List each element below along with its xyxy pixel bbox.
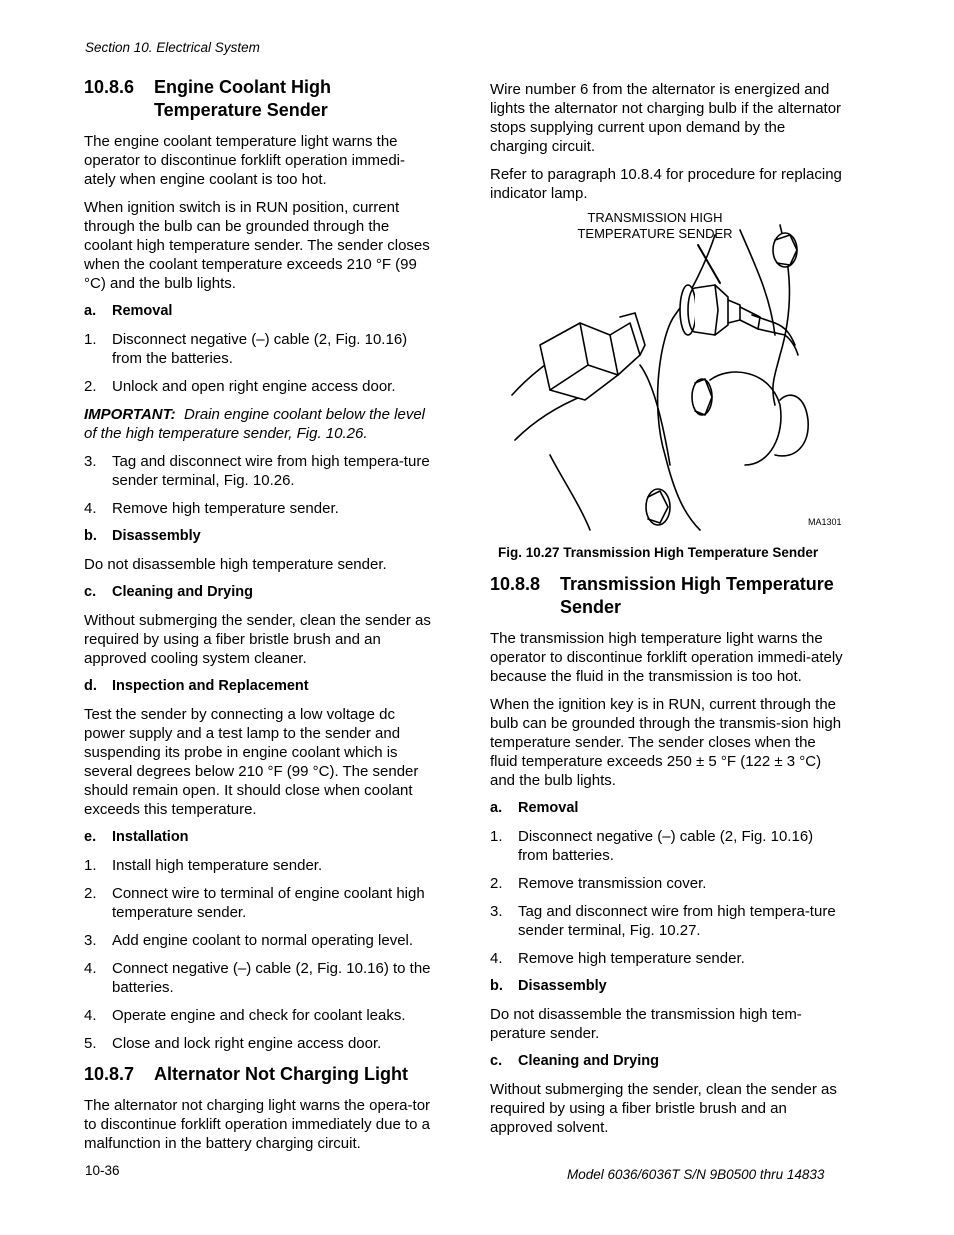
- list-item: [84, 884, 434, 922]
- step-text: Install high temperature sender.: [112, 857, 323, 874]
- step-number: 4.: [490, 950, 503, 967]
- step-number: 3.: [490, 903, 503, 920]
- paragraph: When the ignition key is in RUN, current through the bulb can be grounded through the transmis-sion high temperature sender. The sender closes when the fluid temperature exceeds 250 ± 5 °F (122 ± 3 °C) and the bulb lights.: [490, 696, 842, 789]
- step-number: 4.: [84, 960, 97, 977]
- step-text: Remove high temperature sender.: [518, 950, 745, 967]
- subheading-cleaning: [84, 583, 434, 602]
- subheading-title: Cleaning and Drying: [112, 584, 253, 600]
- list-item: [84, 1006, 434, 1025]
- subheading-letter: c.: [84, 584, 97, 600]
- step-number: 4.: [84, 500, 97, 517]
- step-number: 2.: [84, 378, 97, 395]
- sender-illustration: [490, 205, 845, 535]
- subheading-title: Removal: [112, 303, 173, 319]
- paragraph: Refer to paragraph 10.8.4 for procedure for replacing indicator lamp.: [490, 166, 842, 202]
- step-text: Disconnect negative (–) cable (2, Fig. 10.16) from the batteries.: [112, 331, 408, 367]
- step-number: 1.: [84, 331, 97, 348]
- subheading-title: Removal: [518, 800, 579, 816]
- section-number: 10.8.7: [84, 1064, 135, 1084]
- step-number: 3.: [84, 453, 97, 470]
- section-number: 10.8.6: [84, 77, 135, 97]
- step-text: Add engine coolant to normal operating level.: [112, 932, 414, 949]
- subheading-title: Disassembly: [518, 978, 607, 994]
- step-text: Close and lock right engine access door.: [112, 1035, 382, 1052]
- list-item: [84, 499, 434, 518]
- paragraph: Test the sender by connecting a low voltage dc power supply and a test lamp to the sender and suspending its probe in engine coolant which is several degrees below 210 °F (99 °C). The sender should remain open. It should close when coolant exceeds this temperature.: [84, 706, 419, 818]
- step-number: 2.: [490, 875, 503, 892]
- section-title: Transmission High Temperature Sender: [560, 574, 834, 617]
- step-text: Connect wire to terminal of engine coolant high temperature sender.: [112, 885, 425, 921]
- subheading-inspection: [84, 677, 434, 696]
- important-note: [84, 405, 434, 443]
- figure-callout-label: TRANSMISSION HIGH TEMPERATURE SENDER: [577, 210, 733, 241]
- paragraph: Wire number 6 from the alternator is energized and lights the alternator not charging bulb if the alternator stops supplying current upon demand by the charging circuit.: [490, 81, 842, 155]
- step-number: 5.: [84, 1035, 97, 1052]
- step-text: Unlock and open right engine access door.: [112, 378, 396, 395]
- step-text: Connect negative (–) cable (2, Fig. 10.16) to the batteries.: [112, 960, 431, 996]
- subheading-disassembly: [84, 527, 434, 546]
- step-number: 3.: [84, 932, 97, 949]
- step-number: 1.: [84, 857, 97, 874]
- subheading-title: Disassembly: [112, 528, 201, 544]
- list-item: [84, 330, 434, 368]
- section-title: Engine Coolant High Temperature Sender: [154, 77, 331, 120]
- step-text: Tag and disconnect wire from high tempera-ture sender terminal, Fig. 10.27.: [518, 903, 836, 939]
- list-item: [490, 827, 845, 865]
- step-text: Tag and disconnect wire from high tempera-ture sender terminal, Fig. 10.26.: [112, 453, 430, 489]
- step-number: 4.: [84, 1007, 97, 1024]
- subheading-letter: a.: [490, 800, 503, 816]
- subheading-letter: b.: [84, 528, 97, 544]
- step-text: Disconnect negative (–) cable (2, Fig. 10.16) from batteries.: [518, 828, 814, 864]
- important-text: Drain engine coolant below the level of the high temperature sender, Fig. 10.26.: [84, 406, 425, 442]
- subheading-title: Installation: [112, 829, 189, 845]
- subheading-disassembly: [490, 977, 845, 996]
- list-item: [84, 959, 434, 997]
- page-header: Section 10. Electrical System: [85, 40, 260, 55]
- paragraph: The transmission high temperature light warns the operator to discontinue forklift operation immedi-ately because the fluid in the transmission is too hot.: [490, 630, 843, 685]
- figure-10-27: [490, 205, 845, 535]
- page-number: 10-36: [85, 1163, 120, 1178]
- section-number: 10.8.8: [490, 574, 541, 594]
- paragraph: Do not disassemble high temperature sender.: [84, 556, 387, 573]
- section-heading-10-8-6: [84, 76, 434, 122]
- step-text: Remove transmission cover.: [518, 875, 707, 892]
- list-item: [84, 452, 434, 490]
- subheading-removal: [490, 799, 845, 818]
- figure-code: MA1301: [808, 517, 842, 527]
- list-item: [490, 949, 845, 968]
- paragraph: Do not disassemble the transmission high tem-perature sender.: [490, 1006, 802, 1042]
- step-text: Operate engine and check for coolant leaks.: [112, 1007, 406, 1024]
- subheading-letter: c.: [490, 1053, 503, 1069]
- subheading-title: Inspection and Replacement: [112, 678, 309, 694]
- paragraph: Without submerging the sender, clean the sender as required by using a fiber bristle brush and an approved cooling system cleaner.: [84, 612, 431, 667]
- list-item: [84, 856, 434, 875]
- important-label: IMPORTANT:: [84, 406, 176, 423]
- list-item: [84, 1034, 434, 1053]
- step-number: 2.: [84, 885, 97, 902]
- figure-caption: Fig. 10.27 Transmission High Temperature Sender: [498, 545, 819, 560]
- section-heading-10-8-8: [490, 573, 845, 619]
- subheading-letter: a.: [84, 303, 97, 319]
- step-number: 1.: [490, 828, 503, 845]
- list-item: [490, 902, 845, 940]
- subheading-removal: [84, 302, 434, 321]
- step-text: Remove high temperature sender.: [112, 500, 339, 517]
- list-item: [84, 377, 434, 396]
- list-item: [490, 874, 845, 893]
- model-footer: Model 6036/6036T S/N 9B0500 thru 14833: [567, 1167, 825, 1182]
- subheading-letter: b.: [490, 978, 503, 994]
- section-heading-10-8-7: [84, 1063, 434, 1086]
- subheading-letter: d.: [84, 678, 97, 694]
- subheading-letter: e.: [84, 829, 97, 845]
- right-column: [490, 80, 845, 212]
- paragraph: The alternator not charging light warns the opera-tor to discontinue forklift operation immediately due to a malfunction in the battery charging circuit.: [84, 1097, 431, 1152]
- paragraph: The engine coolant temperature light warns the operator to discontinue forklift operation immedi-ately when engine coolant is too hot.: [84, 133, 405, 188]
- subheading-installation: [84, 828, 434, 847]
- list-item: [84, 931, 434, 950]
- right-column-lower: [490, 544, 845, 1146]
- section-title: Alternator Not Charging Light: [154, 1064, 408, 1084]
- paragraph: Without submerging the sender, clean the sender as required by using a fiber bristle brush and an approved solvent.: [490, 1081, 837, 1136]
- paragraph: When ignition switch is in RUN position, current through the bulb can be grounded through the coolant high temperature sender. The sender closes when the coolant temperature exceeds 210 °F (99 °C) and the bulb lights.: [84, 199, 430, 292]
- subheading-title: Cleaning and Drying: [518, 1053, 659, 1069]
- subheading-cleaning: [490, 1052, 845, 1071]
- left-column: [84, 76, 434, 1162]
